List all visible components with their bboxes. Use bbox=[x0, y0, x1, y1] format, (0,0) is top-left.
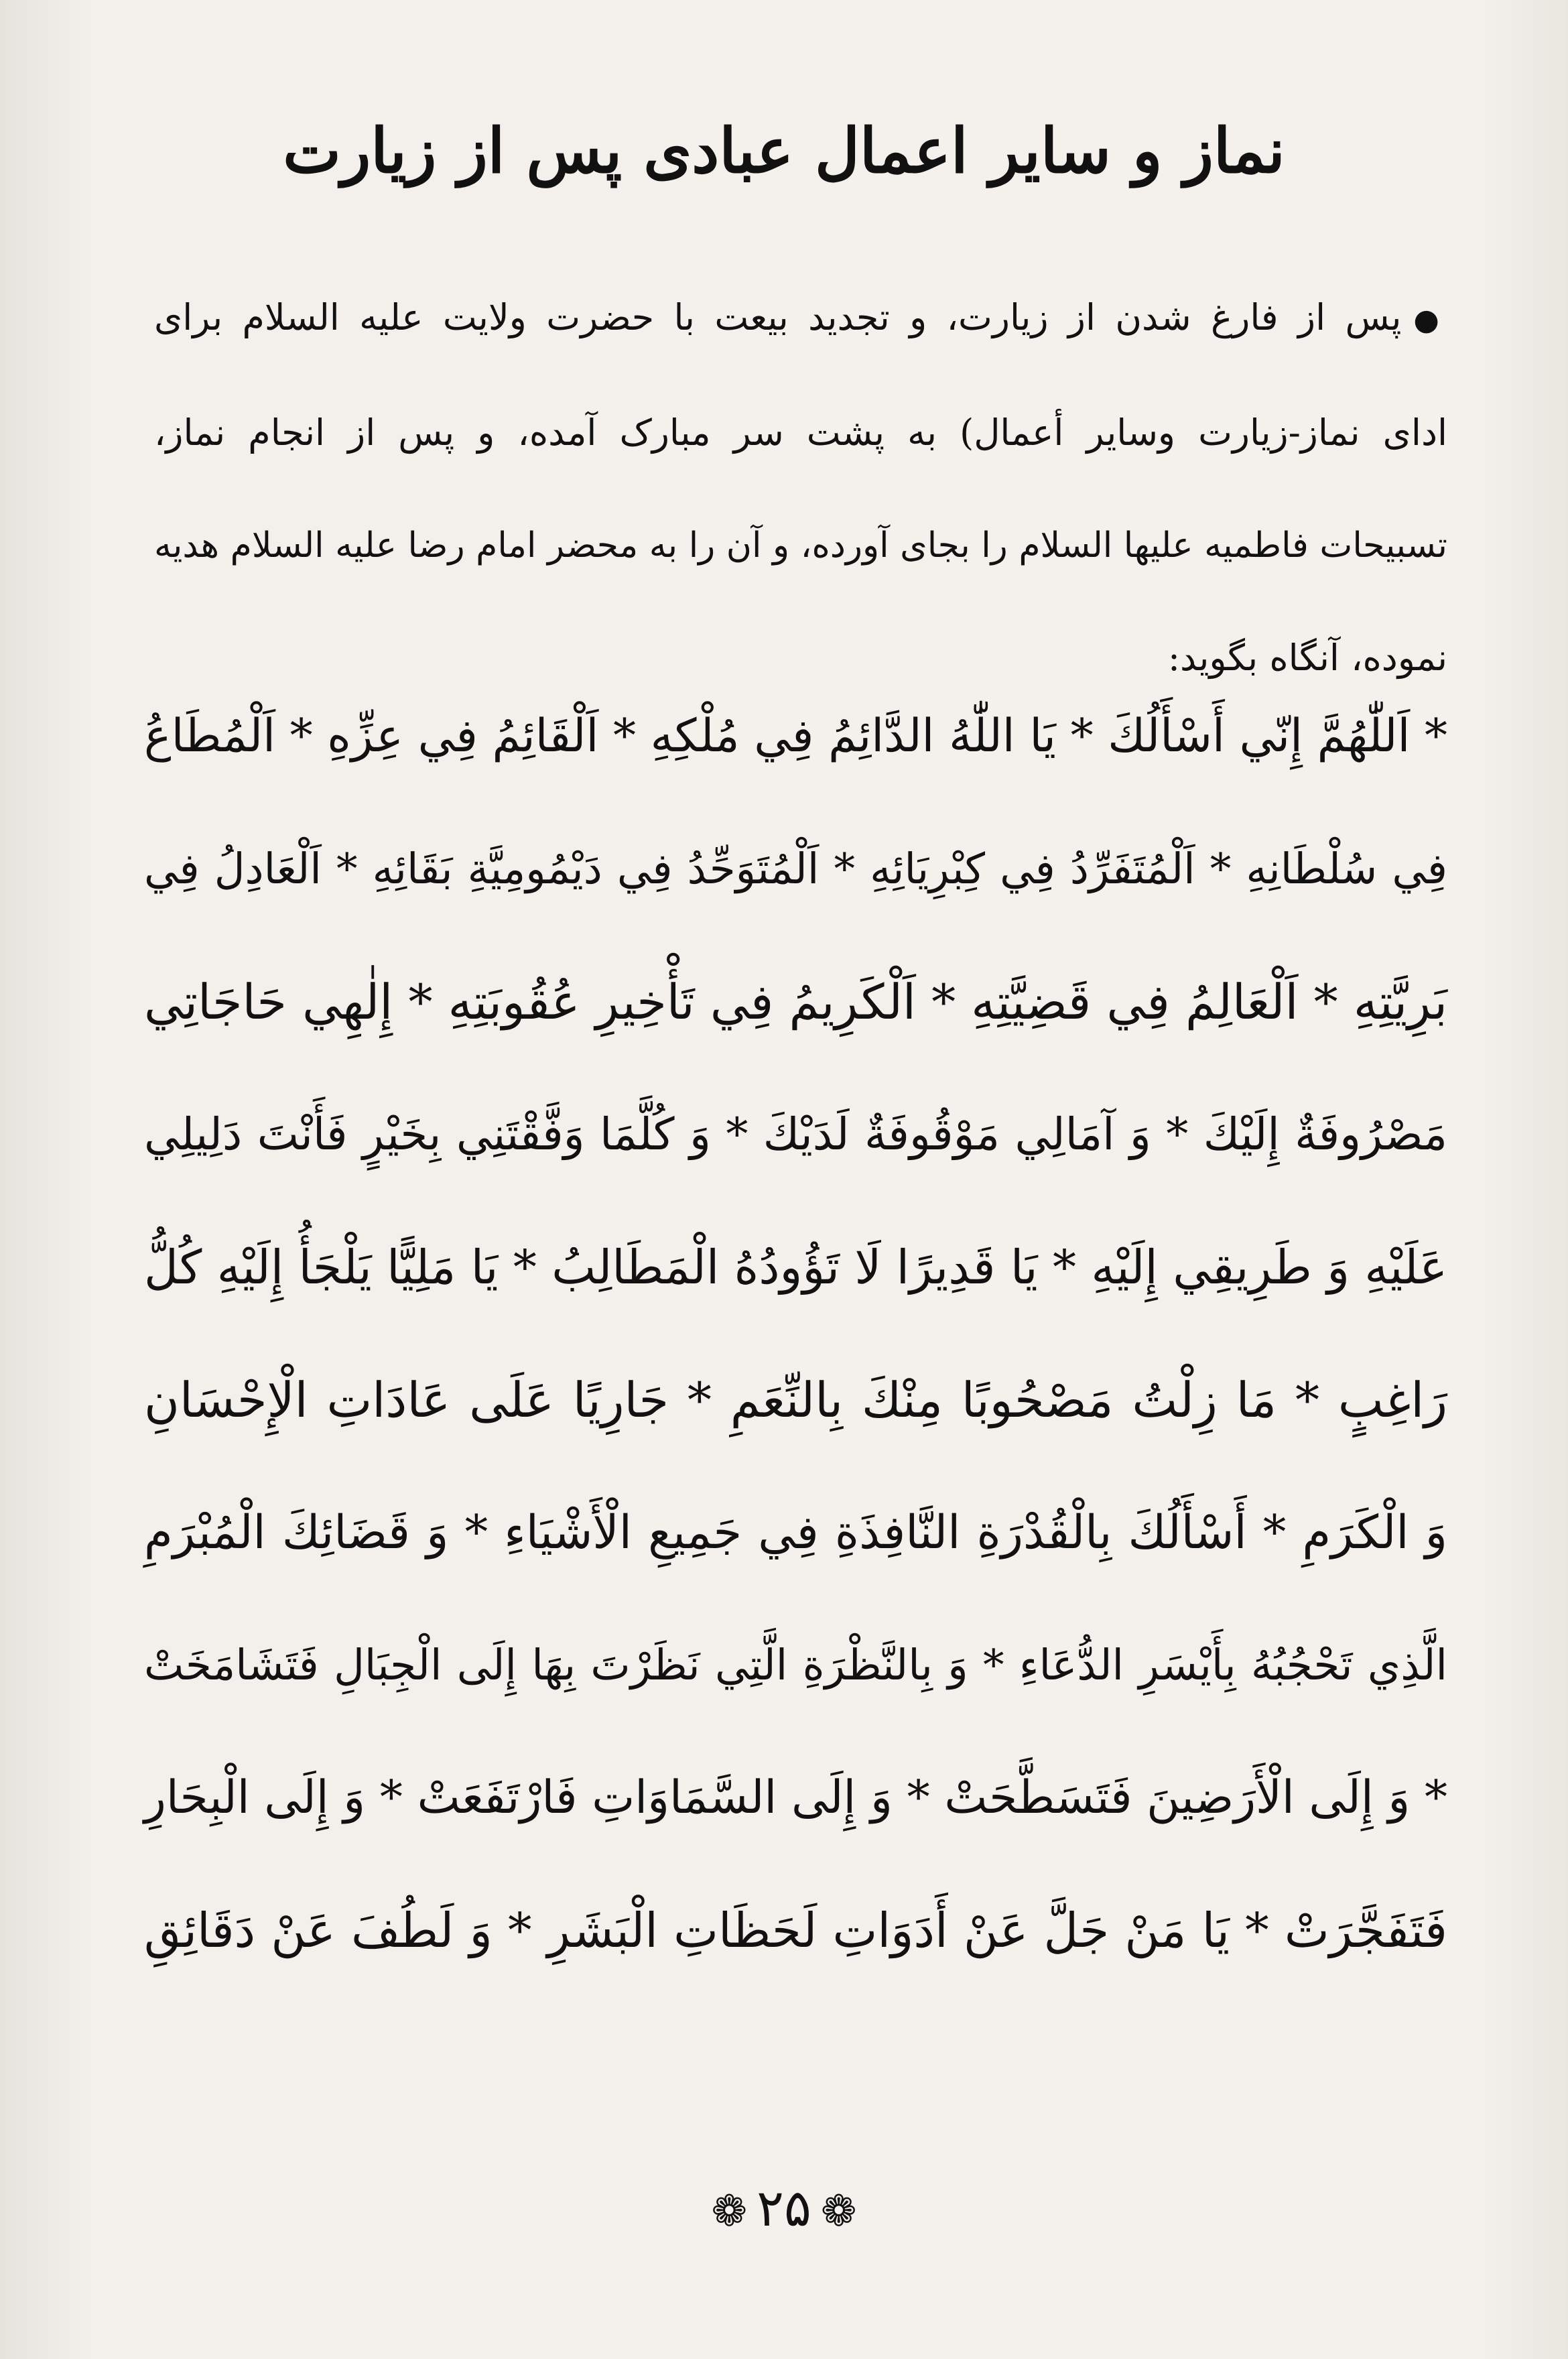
prayer-line: مَصْرُوفَةٌ إِلَيْكَ * وَ آمَالِي مَوْقُوفَةٌ لَدَيْكَ * وَ كُلَّمَا وَفَّقْتَنِي بِخَيْرٍ فَأَنْتَ دَلِيلِي bbox=[144, 1108, 1447, 1160]
prayer-line: * اَللّٰهُمَّ إِنّي أَسْأَلُكَ * يَا اللّٰهُ الدَّائِمُ فِي مُلْكِهِ * اَلْقَائِمُ فِي عِزِّهِ * اَلْمُطَاعُ bbox=[144, 710, 1447, 763]
prayer-text bbox=[144, 670, 1447, 1997]
ornament-icon: ❁ bbox=[820, 2187, 857, 2236]
page-title: نماز و سایر اعمال عبادی پس از زیارت bbox=[283, 115, 1285, 187]
prayer-line: الَّذِي تَحْجُبُهُ بِأَيْسَرِ الدُّعَاءِ * وَ بِالنَّظْرَةِ الَّتِي نَظَرْتَ بِهَا إِلَى الْجِبَالِ فَتَشَامَخَتْ bbox=[144, 1641, 1447, 1689]
bullet-icon: ● bbox=[1413, 303, 1447, 337]
intro-line-text: پس از فارغ شدن از زیارت، و تجدید بیعت با حضرت ولایت علیه السلام برای bbox=[154, 296, 1402, 338]
intro-line bbox=[154, 261, 1447, 377]
prayer-line: بَرِيَّتِهِ * اَلْعَالِمُ فِي قَضِيَّتِهِ * اَلْكَرِيمُ فِي تَأْخِيرِ عُقُوبَتِهِ * إِلٰهِي حَاجَاتِي bbox=[144, 974, 1447, 1030]
prayer-line: فَتَفَجَّرَتْ * يَا مَنْ جَلَّ عَنْ أَدَوَاتِ لَحَظَاتِ الْبَشَرِ * وَ لَطُفَ عَنْ دَقَائِقِ bbox=[144, 1903, 1448, 1958]
page-number bbox=[0, 2171, 1568, 2248]
prayer-line: وَ الْكَرَمِ * أَسْأَلُكَ بِالْقُدْرَةِ النَّافِذَةِ فِي جَمِيعِ الْأَشْيَاءِ * وَ قَضَائِكَ الْمُبْرَمِ bbox=[144, 1506, 1447, 1559]
page-number-value: ۲۵ bbox=[757, 2178, 811, 2238]
prayer-line: عَلَيْهِ وَ طَرِيقِي إِلَيْهِ * يَا قَدِيرًا لَا تَؤُودُهُ الْمَطَالِبُ * يَا مَلِيًّا يَلْجَأُ إِلَيْهِ كُلُّ bbox=[144, 1240, 1447, 1295]
intro-line: ادای نماز-زیارت وسایر أعمال) به پشت سر مبارک آمده، و پس از انجام نماز، bbox=[154, 411, 1447, 454]
intro-paragraph bbox=[154, 261, 1447, 714]
intro-line: تسبیحات فاطمیه علیها السلام را بجای آورده، و آن را به محضر امام رضا علیه السلام هدیه bbox=[154, 525, 1447, 566]
prayer-line: رَاغِبٍ * مَا زِلْتُ مَصْحُوبًا مِنْكَ بِالنِّعَمِ * جَارِيًا عَلَى عَادَاتِ الْإِحْسَانِ bbox=[144, 1372, 1447, 1428]
prayer-line: * وَ إِلَى الْأَرَضِينَ فَتَسَطَّحَتْ * وَ إِلَى السَّمَاوَاتِ فَارْتَفَعَتْ * وَ إِلَى الْبِحَارِ bbox=[144, 1771, 1447, 1824]
prayer-line: فِي سُلْطَانِهِ * اَلْمُتَفَرِّدُ فِي كِبْرِيَائِهِ * اَلْمُتَوَحِّدُ فِي دَيْمُومِيَّةِ بَقَائِهِ * اَلْعَادِلُ فِي bbox=[144, 844, 1447, 893]
ornament-icon: ❁ bbox=[711, 2187, 748, 2236]
intro-line: نموده، آنگاه بگوید: bbox=[1167, 637, 1447, 679]
